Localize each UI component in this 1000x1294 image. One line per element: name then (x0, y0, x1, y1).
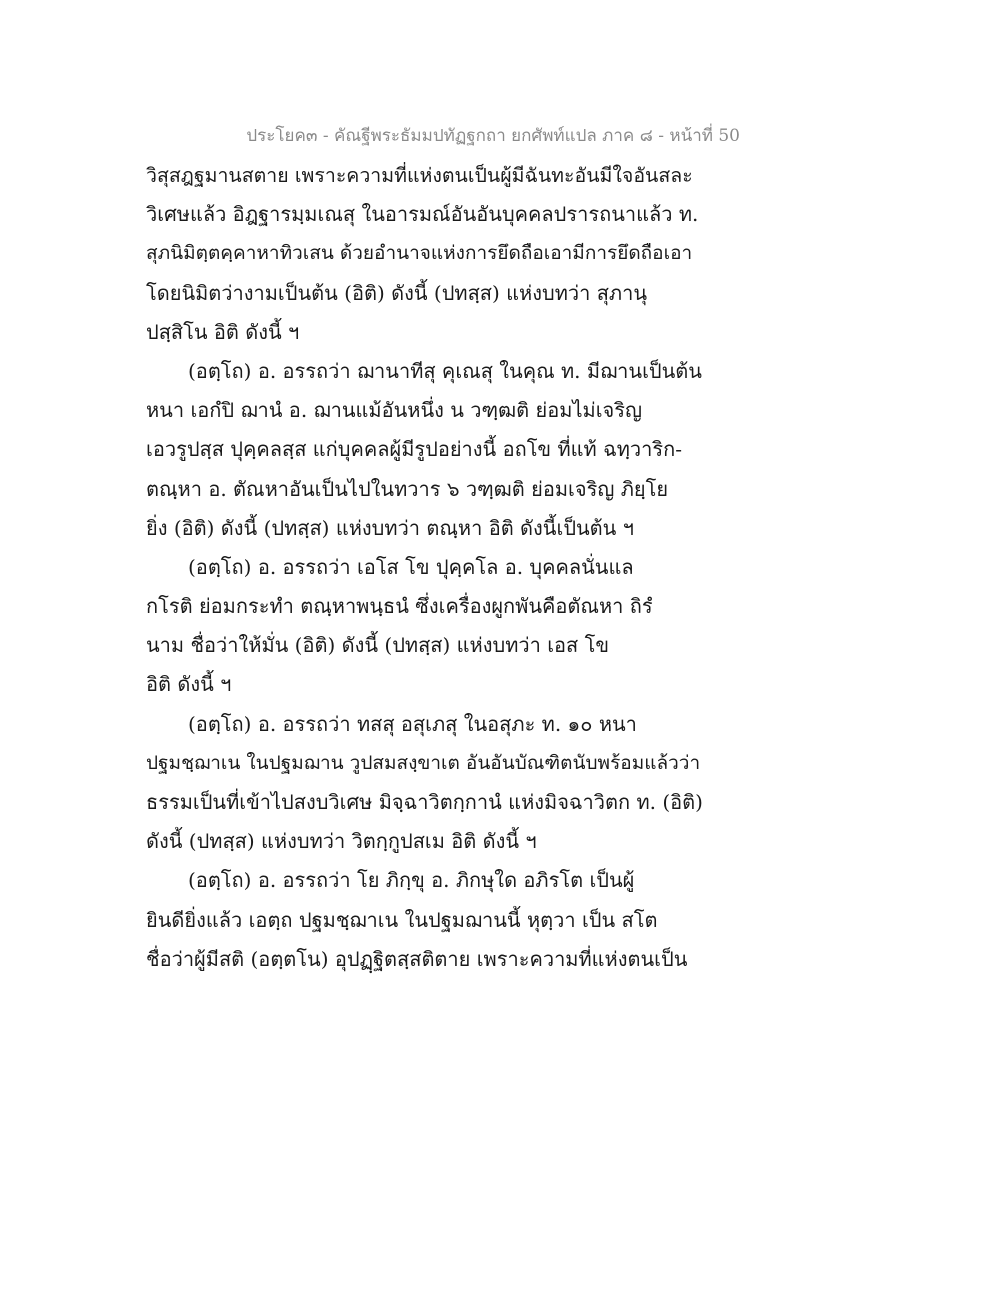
text-line: โดยนิมิตว่างามเป็นต้น (อิติ) ดังนี้ (ปทสฺส) แห่งบทว่า สุภานุ (146, 280, 647, 305)
text-line: ยิ่ง (อิติ) ดังนี้ (ปทสฺส) แห่งบทว่า ตณฺหา อิติ ดังนี้เป็นต้น ฯ (146, 515, 634, 540)
text-line: ธรรมเป็นที่เข้าไปสงบวิเศษ มิจฺฉาวิตกฺกานํ แห่งมิจฉาวิตก ท. (อิติ) (146, 790, 703, 814)
text-line: หนา เอกํปิ ฌานํ อ. ฌานแม้อันหนึ่ง น วฑฺฒติ ย่อมไม่เจริญ (146, 398, 643, 423)
text-line: อิติ ดังนี้ ฯ (146, 672, 232, 697)
text-line: สุภนิมิตฺตคฺคาหาทิวเสน ด้วยอำนาจแห่งการยึดถือเอามีการยึดถือเอา (146, 242, 693, 265)
paragraph-first-line: (อตฺโถ) อ. อรรถว่า เอโส โข ปุคฺคโล อ. บุคคลนั่นแล (188, 554, 634, 579)
text-line: กโรติ ย่อมกระทำ ตณฺหาพนฺธนํ ซึ่งเครื่องผูกพันคือตัณหา ถิรํ (146, 594, 653, 619)
text-line: ชื่อว่าผู้มีสติ (อตฺตโน) อุปฏฺฐิตสฺสติตาย เพราะความที่แห่งตนเป็น (146, 946, 688, 971)
text-line: วิสุสฎฐมานสตาย เพราะความที่แห่งตนเป็นผู้มีฉันทะอันมีใจอันสละ (146, 164, 693, 187)
body-text (146, 156, 706, 979)
text-line: ดังนี้ (ปทสฺส) แห่งบทว่า วิตกฺกูปสเม อิติ ดังนี้ ฯ (146, 829, 537, 854)
running-header: ประโยค๓ - คัณฐีพระธัมมปทัฏฐกถา ยกศัพท์แปล ภาค ๘ - หน้าที่ 50 (246, 126, 740, 146)
text-line: ปสฺสิโน อิติ ดังนี้ ฯ (146, 319, 300, 344)
text-line: วิเศษแล้ว อิฎฐารมฺมเณสุ ในอารมณ์อันอันบุคคลปรารถนาแล้ว ท. (146, 202, 699, 227)
text-line: ยินดียิ่งแล้ว เอตฺถ ปฐมชฺฌาเน ในปฐมฌานนี้ หุตฺวา เป็น สโต (146, 907, 658, 932)
text-line: ปฐมชฺฌาเน ในปฐมฌาน วูปสมสงฺขาเต อันอันบัณฑิตนับพร้อมแล้วว่า (146, 751, 701, 774)
text-line: นาม ชื่อว่าให้มั่น (อิติ) ดังนี้ (ปทสฺส) แห่งบทว่า เอส โข (146, 633, 610, 658)
text-line: เอวรูปสฺส ปุคฺคลสฺส แก่บุคคลผู้มีรูปอย่างนี้ อถโข ที่แท้ ฉทฺวาริก- (146, 437, 682, 462)
paragraph-first-line: (อตฺโถ) อ. อรรถว่า โย ภิกฺขุ อ. ภิกษุใด อภิรโต เป็นผู้ (188, 868, 635, 893)
paragraph-first-line: (อตฺโถ) อ. อรรถว่า ทสสุ อสุเภสุ ในอสุภะ ท. ๑๐ หนา (188, 711, 637, 736)
paragraph-first-line: (อตฺโถ) อ. อรรถว่า ฌานาทีสุ คุเณสุ ในคุณ ท. มีฌานเป็นต้น (188, 358, 702, 383)
text-line: ตณฺหา อ. ตัณหาอันเป็นไปในทวาร ๖ วฑฺฒติ ย่อมเจริญ ภิยฺโย (146, 476, 669, 501)
